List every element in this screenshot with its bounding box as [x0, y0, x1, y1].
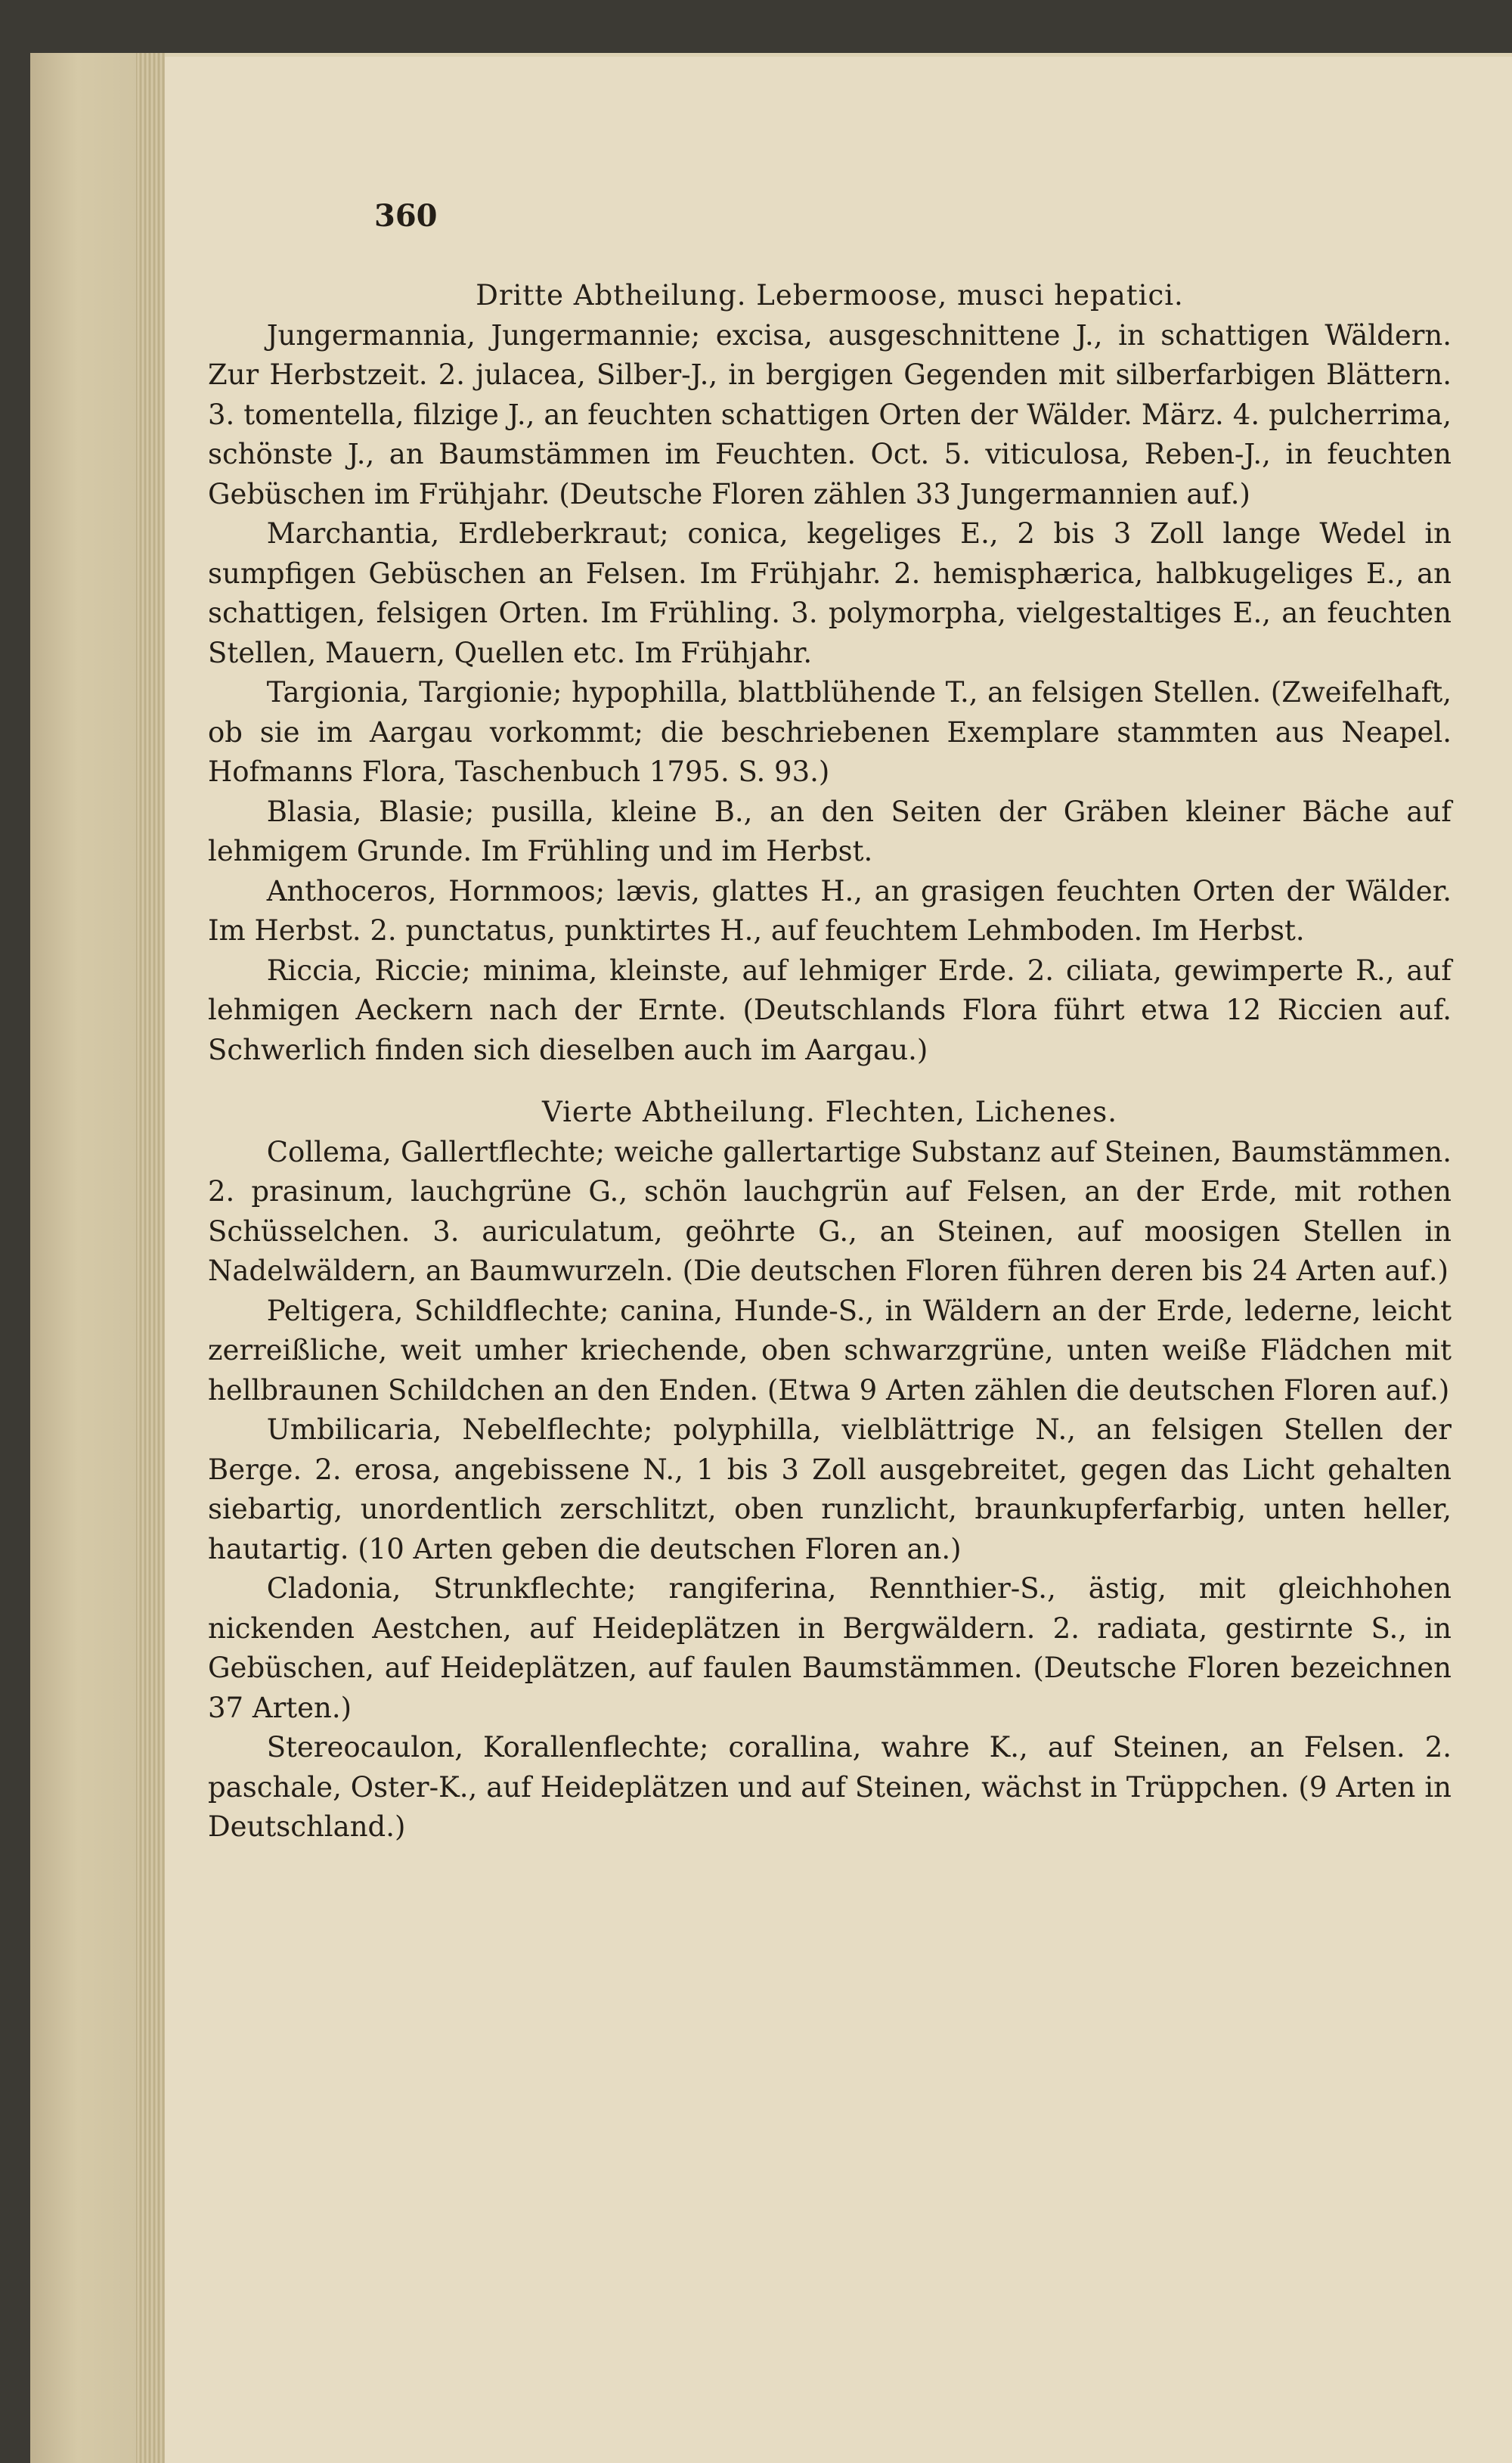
book-spine — [30, 53, 136, 2463]
entry-collema: Collema, Gallertflechte; weiche gallertartige Substanz auf Steinen, Baumstämmen. 2. prasinum, lauchgrüne G., schön lauchgrün auf Felsen, an der Erde, mit rothen Schüsselchen. 3. auriculatum, geöhrte G., an Steinen, auf moosigen Stellen in Nadelwäldern, an Baumwurzeln. (Die deutschen Floren führen deren bis 24 Arten auf.) — [208, 1135, 1452, 1287]
entry-targionia: Targionia, Targionie; hypophilla, blattblühende T., an felsigen Stellen. (Zweifelhaft, ob sie im Aargau vorkommt; die beschriebenen Exemplare stammten aus Neapel. Hofmanns Flora, Taschenbuch 1795. S. 93.) — [208, 676, 1452, 788]
entry-riccia: Riccia, Riccie; minima, kleinste, auf lehmiger Erde. 2. ciliata, gewimperte R., auf lehmigen Aeckern nach der Ernte. (Deutschlands Flora führt etwa 12 Riccien auf. Schwerlich finden sich dieselben auch im Aargau.) — [208, 954, 1452, 1066]
page-number: 360 — [374, 198, 438, 234]
section-gap — [208, 1070, 1452, 1093]
section-heading-lebermoose: Dritte Abtheilung. Lebermoose, musci hepatici. — [476, 279, 1184, 312]
page-body — [208, 189, 1452, 1847]
entry-cladonia: Cladonia, Strunkflechte; rangiferina, Rennthier-S., ästig, mit gleichhohen nickenden Aestchen, auf Heideplätzen in Bergwäldern. 2. radiata, gestirnte S., in Gebüschen, auf Heideplätzen, auf faulen Baumstämmen. (Deutsche Floren bezeichnen 37 Arten.) — [208, 1572, 1452, 1724]
section-heading-flechten: Vierte Abtheilung. Flechten, Lichenes. — [542, 1096, 1117, 1128]
entry-peltigera: Peltigera, Schildflechte; canina, Hunde-S., in Wäldern an der Erde, lederne, leicht zerreißliche, weit umher kriechende, oben schwarzgrüne, unten weiße Flädchen mit hellbraunen Schildchen an den Enden. (Etwa 9 Arten zählen die deutschen Floren auf.) — [208, 1294, 1452, 1407]
entry-jungermannia: Jungermannia, Jungermannie; excisa, ausgeschnittene J., in schattigen Wäldern. Zur Herbstzeit. 2. julacea, Silber-J., in bergigen Gegenden mit silberfarbigen Blättern. 3. tomentella, filzige J., an feuchten schattigen Orten der Wälder. März. 4. pulcherrima, schönste J., an Baumstämmen im Feuchten. Oct. 5. viticulosa, Reben-J., in feuchten Gebüschen im Frühjahr. (Deutsche Floren zählen 33 Jungermannien auf.) — [208, 318, 1452, 510]
entry-umbilicaria: Umbilicaria, Nebelflechte; polyphilla, vielblättrige N., an felsigen Stellen der Berge. 2. erosa, angebissene N., 1 bis 3 Zoll ausgebreitet, gegen das Licht gehalten siebartig, unordentlich zerschlitzt, oben runzlicht, braunkupferfarbig, unten heller, hautartig. (10 Arten geben die deutschen Floren an.) — [208, 1413, 1452, 1565]
entry-anthoceros: Anthoceros, Hornmoos; lævis, glattes H., an grasigen feuchten Orten der Wälder. Im Herbst. 2. punctatus, punktirtes H., auf feuchtem Lehmboden. Im Herbst. — [208, 874, 1452, 947]
top-gap — [208, 189, 1452, 276]
entry-stereocaulon: Stereocaulon, Korallenflechte; corallina, wahre K., auf Steinen, an Felsen. 2. paschale, Oster-K., auf Heideplätzen und auf Steinen, wächst in Trüppchen. (9 Arten in Deutschland.) — [208, 1731, 1452, 1843]
page-edges — [136, 53, 165, 2463]
entry-marchantia: Marchantia, Erdleberkraut; conica, kegeliges E., 2 bis 3 Zoll lange Wedel in sumpfigen Gebüschen an Felsen. Im Frühjahr. 2. hemisphærica, halbkugeliges E., an schattigen, felsigen Orten. Im Frühling. 3. polymorpha, vielgestaltiges E., an feuchten Stellen, Mauern, Quellen etc. Im Frühjahr. — [208, 517, 1452, 669]
entry-blasia: Blasia, Blasie; pusilla, kleine B., an den Seiten der Gräben kleiner Bäche auf lehmigem Grunde. Im Frühling und im Herbst. — [208, 795, 1452, 867]
